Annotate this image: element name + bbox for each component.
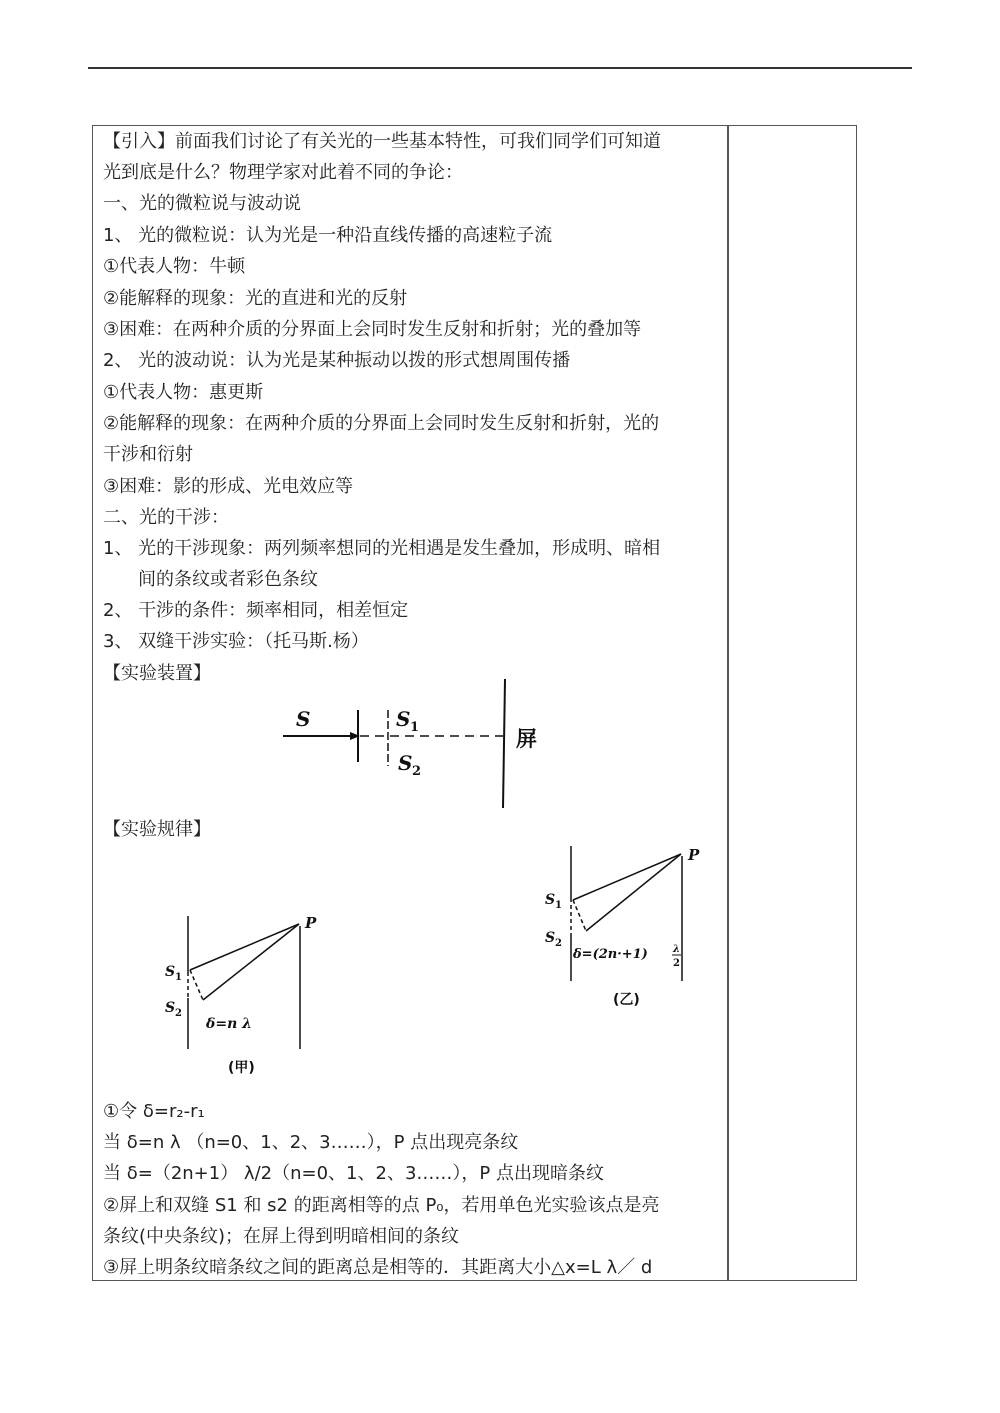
fraction-denominator: 2	[673, 958, 680, 969]
particle-difficulty: ③困难：在两种介质的分界面上会同时发生反射和折射；光的叠加等	[103, 319, 642, 340]
s2-label: S	[165, 1000, 176, 1016]
wave-explains: ②能解释的现象：在两种介质的分界面上会同时发生反射和折射，光的	[103, 413, 660, 434]
formula-label: δ=(2n·+1)	[573, 947, 648, 962]
apparatus-diagram	[278, 674, 548, 814]
path-diff	[573, 900, 586, 931]
header-rule	[88, 67, 912, 69]
path-r1	[190, 924, 299, 970]
interference-item: 2、 干涉的条件：频率相同，相差恒定	[103, 600, 409, 621]
rule-line: ③屏上明条纹暗条纹之间的距离总是相等的．其距离大小△x=L λ／ d	[103, 1257, 653, 1278]
rule-line: 条纹(中央条纹)；在屏上得到明暗相间的条纹	[103, 1226, 460, 1247]
path-diff	[190, 970, 203, 1000]
particle-rep: ①代表人物：牛顿	[103, 256, 246, 277]
s1-sub: 1	[175, 972, 182, 983]
figure-yi	[533, 838, 713, 1018]
s2-sub: 2	[555, 938, 562, 949]
slit1-sub: 1	[410, 720, 420, 735]
caption: (乙)	[613, 992, 640, 1008]
s2-sub: 2	[175, 1008, 182, 1019]
wave-difficulty: ③困难：影的形成、光电效应等	[103, 476, 354, 497]
slit2-sub: 2	[412, 764, 422, 779]
path-r2	[203, 924, 299, 1000]
point-p-label: P	[305, 914, 317, 932]
apparatus-label: 【实验装置】	[103, 663, 211, 684]
interference-item: 3、 双缝干涉实验：（托马斯.杨）	[103, 631, 369, 652]
interference-item: 1、 光的干涉现象：两列频率想同的光相遇是发生叠加，形成明、暗相	[103, 538, 661, 559]
screen-line	[503, 679, 505, 808]
intro-line: 【引入】前面我们讨论了有关光的一些基本特性，可我们同学们可知道	[103, 131, 661, 152]
s1-label: S	[165, 964, 176, 980]
wave-explains: 干涉和衍射	[103, 444, 193, 465]
intro-line: 光到底是什么？物理学家对此着不同的争论：	[103, 162, 463, 183]
slit1-label: S	[396, 707, 411, 731]
particle-heading: 1、 光的微粒说：认为光是一种沿直线传播的高速粒子流	[103, 225, 553, 246]
fraction-numerator: λ	[673, 944, 681, 955]
lesson-table	[92, 125, 857, 1281]
s1-sub: 1	[555, 900, 562, 911]
path-r2	[586, 854, 681, 931]
section-title: 一、光的微粒说与波动说	[103, 193, 301, 214]
particle-explains: ②能解释的现象：光的直进和光的反射	[103, 288, 408, 309]
rules-label: 【实验规律】	[103, 819, 211, 840]
section-title: 二、光的干涉：	[103, 507, 229, 528]
slit2-label: S	[398, 751, 413, 775]
wave-heading: 2、 光的波动说：认为光是某种振动以拨的形式想周围传播	[103, 350, 571, 371]
screen-label: 屏	[516, 727, 537, 751]
figure-jia	[153, 904, 353, 1084]
rule-line: 当 δ=（2n+1） λ/2（n=0、1、2、3……），P 点出现暗条纹	[103, 1163, 604, 1184]
source-label: S	[296, 707, 311, 731]
path-r1	[573, 854, 681, 900]
rule-line: 当 δ=n λ （n=0、1、2、3……），P 点出现亮条纹	[103, 1132, 519, 1153]
wave-rep: ①代表人物：惠更斯	[103, 382, 264, 403]
caption: (甲)	[228, 1060, 255, 1076]
formula-label: δ=n λ	[206, 1016, 252, 1032]
point-p-label: P	[688, 846, 700, 864]
interference-item: 间的条纹或者彩色条纹	[138, 569, 318, 590]
s1-label: S	[545, 892, 556, 908]
rule-line: ②屏上和双缝 S1 和 s2 的距离相等的点 P₀，若用单色光实验该点是亮	[103, 1195, 660, 1216]
rule-line: ①令 δ=r₂-r₁	[103, 1101, 205, 1122]
s2-label: S	[545, 930, 556, 946]
column-divider	[727, 126, 729, 1280]
